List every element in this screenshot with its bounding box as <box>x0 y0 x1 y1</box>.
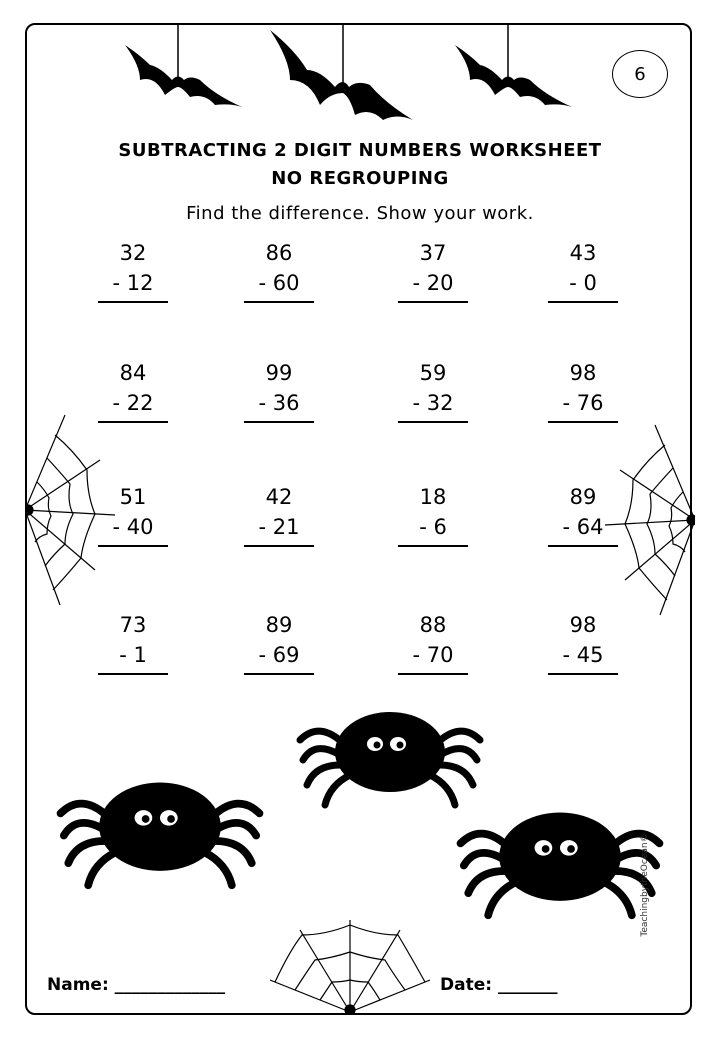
subtraction-problem <box>244 482 314 547</box>
subtrahend: - 70 <box>412 643 454 667</box>
minuend: 98 <box>569 613 597 637</box>
answer-line[interactable] <box>398 545 468 547</box>
name-field[interactable]: Name: _____________ <box>47 975 226 995</box>
minuend: 84 <box>119 361 147 385</box>
minuend: 98 <box>569 361 597 385</box>
subtrahend: - 12 <box>112 271 154 295</box>
answer-line[interactable] <box>98 301 168 303</box>
subtraction-problem <box>244 610 314 675</box>
minuend: 37 <box>419 241 447 265</box>
minuend: 32 <box>119 241 147 265</box>
worksheet-subtitle: NO REGROUPING <box>271 168 449 189</box>
answer-line[interactable] <box>548 301 618 303</box>
subtrahend: - 64 <box>562 515 604 539</box>
subtrahend: - 1 <box>119 643 147 667</box>
answer-line[interactable] <box>398 673 468 675</box>
bat-icon <box>450 25 575 120</box>
minuend: 73 <box>119 613 147 637</box>
subtraction-problem <box>244 358 314 423</box>
minuend: 42 <box>265 485 293 509</box>
minuend: 59 <box>419 361 447 385</box>
subtraction-problem <box>548 238 618 303</box>
minuend: 99 <box>265 361 293 385</box>
subtrahend: - 36 <box>258 391 300 415</box>
bat-icon <box>120 25 245 120</box>
page-number-badge: 6 <box>612 50 668 98</box>
instructions: Find the difference. Show your work. <box>186 203 534 224</box>
spider-web-icon <box>25 410 115 610</box>
subtrahend: - 60 <box>258 271 300 295</box>
minuend: 89 <box>265 613 293 637</box>
subtrahend: - 6 <box>419 515 447 539</box>
minuend: 18 <box>419 485 447 509</box>
subtrahend: - 40 <box>112 515 154 539</box>
spider-icon <box>295 700 485 810</box>
subtraction-problem <box>244 238 314 303</box>
minuend: 51 <box>119 485 147 509</box>
subtraction-problem <box>98 610 168 675</box>
answer-line[interactable] <box>548 673 618 675</box>
minuend: 86 <box>265 241 293 265</box>
answer-line[interactable] <box>398 421 468 423</box>
subtrahend: - 20 <box>412 271 454 295</box>
subtraction-problem <box>398 358 468 423</box>
answer-line[interactable] <box>244 301 314 303</box>
date-field[interactable]: Date: _______ <box>440 975 558 995</box>
spider-web-icon <box>270 920 430 1015</box>
subtrahend: - 21 <box>258 515 300 539</box>
subtrahend: - 32 <box>412 391 454 415</box>
answer-line[interactable] <box>244 673 314 675</box>
subtraction-problem <box>98 238 168 303</box>
spider-web-icon <box>605 410 695 630</box>
subtrahend: - 76 <box>562 391 604 415</box>
subtraction-problem <box>398 238 468 303</box>
copyright-credit: TeachingbytheOcean© <box>640 833 650 937</box>
minuend: 89 <box>569 485 597 509</box>
answer-line[interactable] <box>244 421 314 423</box>
answer-line[interactable] <box>98 673 168 675</box>
minuend: 88 <box>419 613 447 637</box>
spider-icon <box>55 765 265 895</box>
worksheet-title: SUBTRACTING 2 DIGIT NUMBERS WORKSHEET <box>118 140 602 161</box>
subtraction-problem <box>398 610 468 675</box>
subtrahend: - 22 <box>112 391 154 415</box>
answer-line[interactable] <box>244 545 314 547</box>
subtrahend: - 69 <box>258 643 300 667</box>
minuend: 43 <box>569 241 597 265</box>
spider-icon <box>455 795 665 925</box>
subtrahend: - 45 <box>562 643 604 667</box>
bat-icon <box>265 25 415 135</box>
subtraction-problem <box>398 482 468 547</box>
answer-line[interactable] <box>398 301 468 303</box>
subtrahend: - 0 <box>569 271 597 295</box>
